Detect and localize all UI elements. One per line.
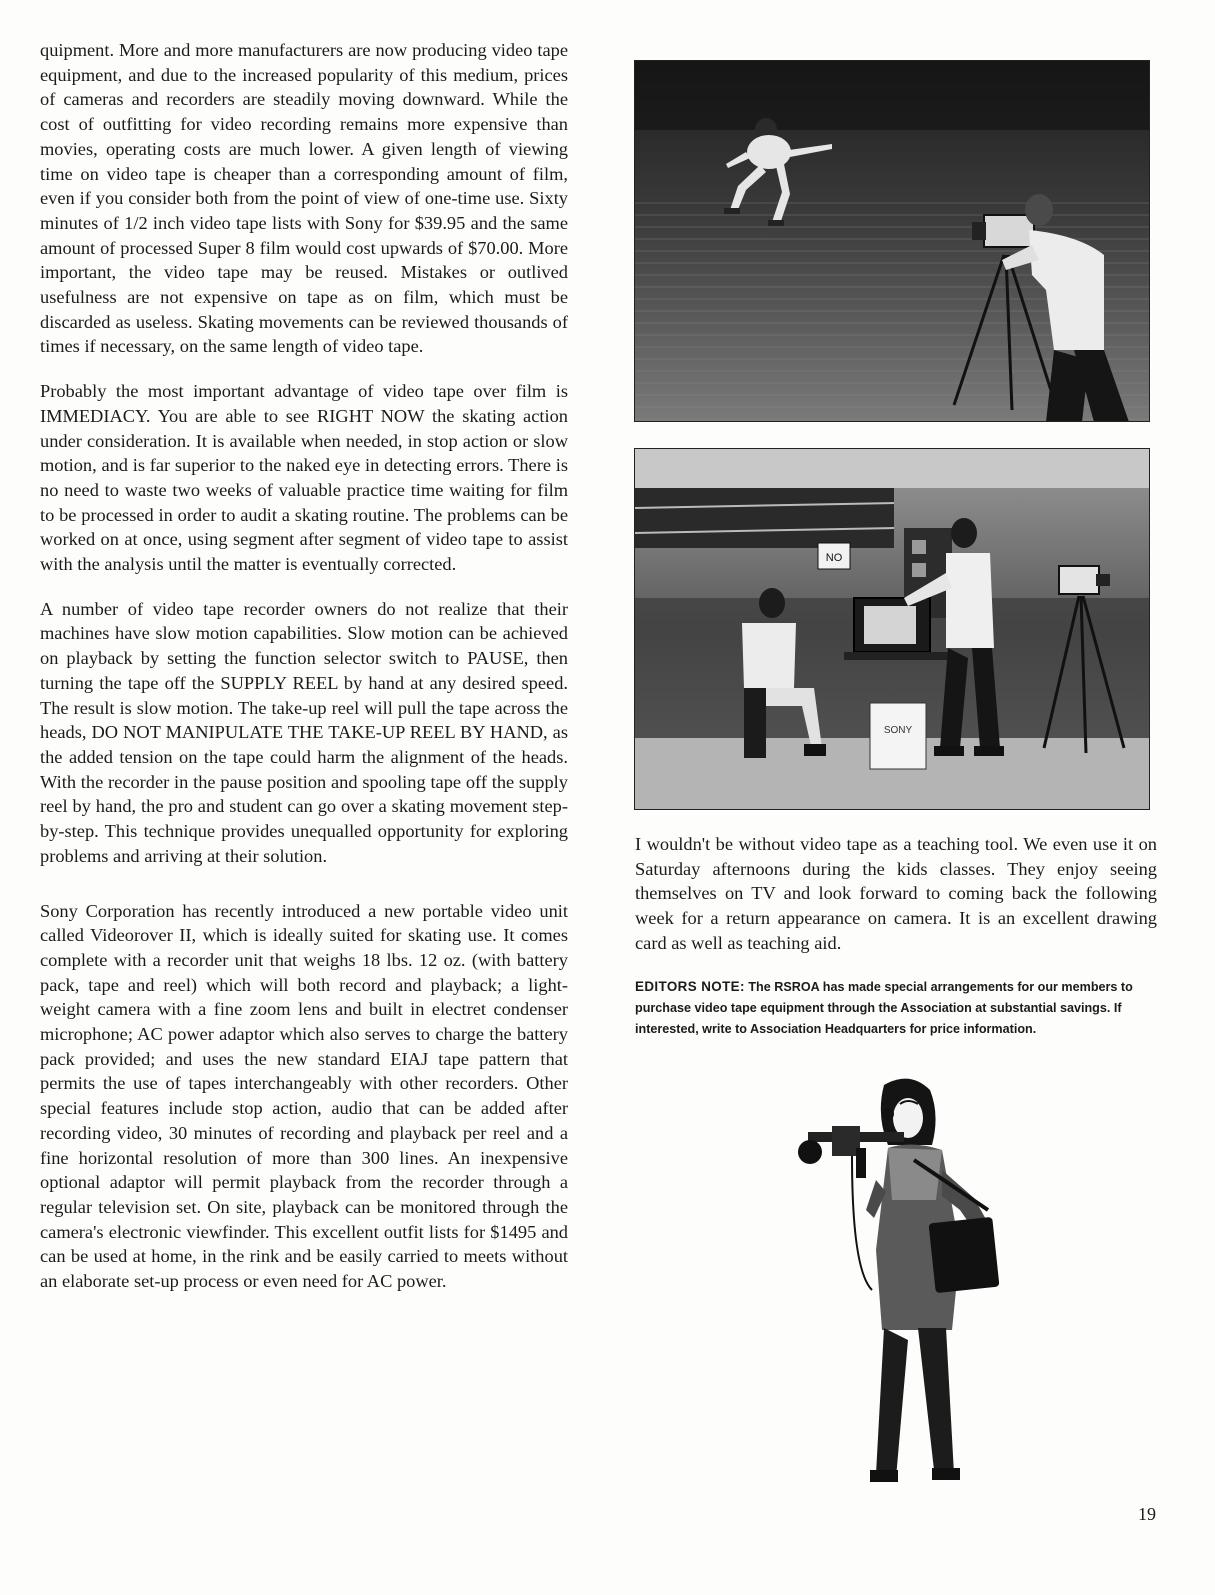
caption-column — [635, 832, 1157, 956]
photo-playback-review-image — [634, 448, 1150, 810]
article-paragraph: quipment. More and more manufacturers are now producing video tape equipment, and due to the increased popularity of this medium, prices of cameras and recorders are steadily moving downward. While the cost of outfitting for video recording remains more expensive than movies, operating costs are much lower. A given length of viewing time on video tape is cheaper than a corresponding amount of film, even if you consider both from the point of view of one-time use. Sixty minutes of 1/2 inch video tape lists with Sony for $39.95 and the same amount of processed Super 8 film would cost upwards of $70.00. More important, the video tape may be reused. Mistakes or outlived usefulness are not expensive on tape as on film, which must be discarded as useless. Skating movements can be reviewed thousands of times if necessary, on the same length of video tape. — [40, 40, 568, 357]
no-sign-text: NO — [825, 552, 843, 564]
sony-box-text: SONY — [883, 725, 913, 736]
editors-note-lead: EDITORS NOTE: — [635, 979, 745, 994]
article-paragraph: Sony Corporation has recently introduced a new portable video unit called Videorover II, which is ideally suited for skating use. It comes complete with a recorder unit that weighs 18 lbs. 12 oz. (with battery pack, tape and reel) which will both record and playback; a light-weight camera with a fine zoom lens and built in electret condenser microphone; AC power adaptor which also serves to charge the battery pack provided; and uses the new standard EIAJ tape pattern that permits the use of tapes interchangeably with other recorders. Other special features include stop action, audio that can be added after recording video, 30 minutes of recording and playback per reel and a fine horizontal resolution of more than 300 lines. An inexpensive optional adaptor will permit playback from the recorder through a regular television set. On site, playback can be monitored through the camera's electronic viewfinder. This excellent outfit lists for $1495 and can be used at home, in the rink and be easily carried to meets without an elaborate set-up process or even need for AC power. — [40, 900, 568, 1292]
photo-skater-filmed-image — [634, 60, 1150, 422]
editors-note-body: The RSROA has made special arrangements for our members to purchase video tape equipment through the Association at substantial savings. If interested, write to Association Headquarters for price information. — [635, 980, 1133, 1036]
article-text-column — [40, 38, 568, 1314]
article-paragraph: A number of video tape recorder owners do not realize that their machines have slow motion capabilities. Slow motion can be achieved on playback by setting the function selector switch to PAUSE, then turning the tape off the SUPPLY REEL by hand at any desired speed. The result is slow motion. The take-up reel will pull the tape across the heads, DO NOT MANIPULATE THE TAKE-UP REEL BY HAND, as the added tension on the tape could harm the alignment of the heads. With the recorder in the pause position and spooling tape off the supply reel by hand, the pro and student can go over a skating movement step-by-step. This technique provides unequalled opportunity for exploring problems and arriving at their solution. — [40, 598, 568, 866]
woman-with-video-camera-illustration — [792, 1070, 1012, 1490]
page-number: 19 — [1138, 1504, 1156, 1524]
photo-playback-review — [634, 448, 1150, 810]
article-paragraph: Probably the most important advantage of video tape over film is IMMEDIACY. You are able to see RIGHT NOW the skating action under consideration. It is available when needed, in stop action or slow motion, and is far superior to the naked eye in detecting errors. There is no need to waste two weeks of valuable practice time waiting for film to be processed in order to audit a skating routine. The problems can be worked on at once, using segment after segment of video tape to assist with the analysis until the matter is eventually corrected. — [40, 381, 568, 575]
photo-skater-filmed — [634, 60, 1150, 422]
photo-caption: I wouldn't be without video tape as a teaching tool. We even use it on Saturday afternoons during the kids classes. They enjoy seeing themselves on TV and look forward to coming back the following week for a return appearance on camera. It is an excellent drawing card as well as teaching aid. — [635, 834, 1157, 953]
editors-note — [635, 976, 1157, 1040]
